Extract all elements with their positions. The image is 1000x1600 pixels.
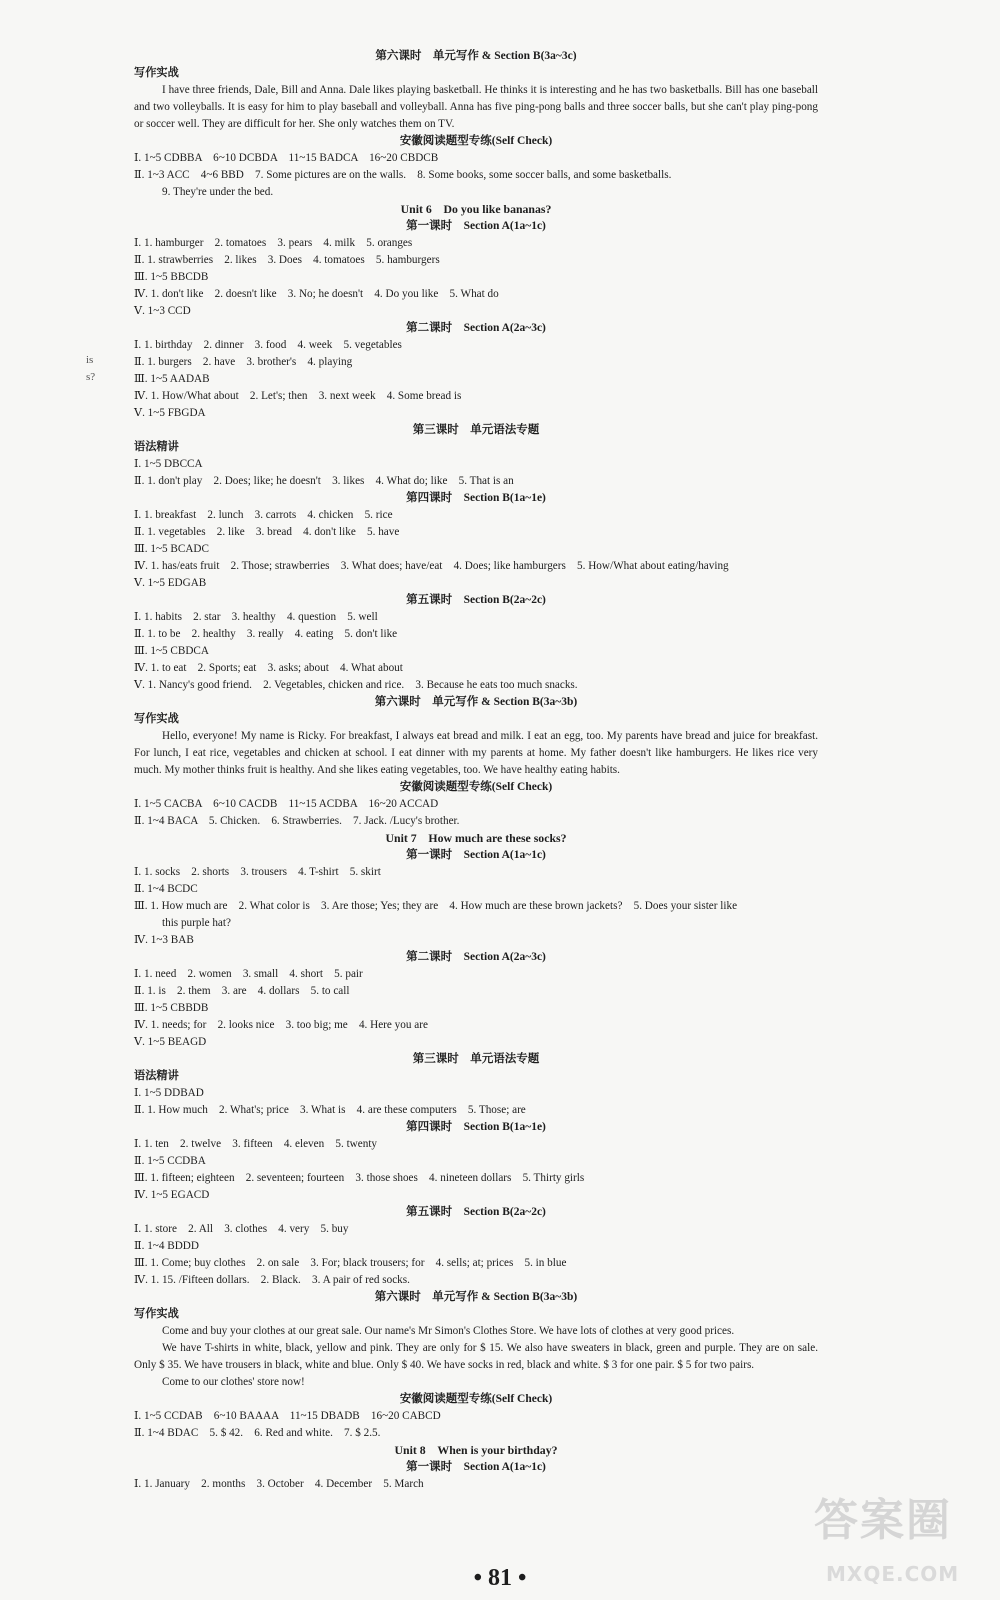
section-heading: 第一课时 Section A(1a~1c) [406,849,546,861]
writing-paragraph: I have three friends, Dale, Bill and Anna. Dale likes playing basketball. He thinks it is interesting and he has two basketballs. Bill has one baseball and two volleyballs. It is easy for him to play baseball and volleyball. Anna has five ping-pong balls and three soccer balls, but she can't play ping-pong or soccer well. They are difficult for her. She only watches them on TV. [134,84,818,130]
answer-line: Ⅰ. 1. hamburger 2. tomatoes 3. pears 4. milk 5. oranges [134,237,413,249]
writing-paragraph: We have T-shirts in white, black, yellow and pink. They are only for $ 15. We also have sweaters in black, green and purple. They are on sale. Only $ 35. We have trousers in black, white and blue. Only $ 40. We have socks in red, black and white. $ 3 for one pair. $ 5 for two pairs. [134,1342,818,1371]
answer-line: Ⅱ. 1. vegetables 2. like 3. bread 4. don't like 5. have [134,526,400,538]
answer-line: Ⅳ. 1. has/eats fruit 2. Those; strawberries 3. What does; have/eat 4. Does; like hamburgers 5. How/What about eating/having [134,560,729,572]
answer-line: Ⅰ. 1. socks 2. shorts 3. trousers 4. T-shirt 5. skirt [134,866,381,878]
answer-continuation: this purple hat? [162,917,231,929]
section-heading: 第五课时 Section B(2a~2c) [406,1206,546,1218]
answer-line: Ⅳ. 1. to eat 2. Sports; eat 3. asks; about 4. What about [134,662,403,674]
answer-line: Ⅰ. 1~5 CACBA 6~10 CACDB 11~15 ACDBA 16~20 ACCAD [134,798,439,810]
answer-line: Ⅲ. 1~5 BBCDB [134,271,209,283]
writing-paragraph: Come and buy your clothes at our great sale. Our name's Mr Simon's Clothes Store. We have lots of clothes at very good prices. [162,1325,735,1337]
subsection-label: 语法精讲 [134,1070,179,1082]
section-heading: 第五课时 Section B(2a~2c) [406,594,546,606]
answer-line: Ⅱ. 1~4 BCDC [134,883,198,895]
answer-line: Ⅱ. 1. How much 2. What's; price 3. What is 4. are these computers 5. Those; are [134,1104,526,1116]
answer-line: Ⅰ. 1~5 CDBBA 6~10 DCBDA 11~15 BADCA 16~20 CBDCB [134,152,439,164]
unit-title: Unit 8 When is your birthday? [394,1443,558,1457]
unit-title: Unit 6 Do you like bananas? [400,202,552,216]
answer-line: Ⅳ. 1. 15. /Fifteen dollars. 2. Black. 3. A pair of red socks. [134,1274,410,1286]
section-heading: 第二课时 Section A(2a~3c) [406,322,546,334]
answer-key-content [134,48,818,1493]
answer-line: Ⅰ. 1~5 CCDAB 6~10 BAAAA 11~15 DBADB 16~20 CABCD [134,1410,441,1422]
section-heading: 第三课时 单元语法专题 [412,1053,540,1065]
section-heading: 第一课时 Section A(1a~1c) [406,220,546,232]
section-heading: 第三课时 单元语法专题 [412,424,540,436]
answer-line: Ⅱ. 1. is 2. them 3. are 4. dollars 5. to call [134,985,350,997]
answer-line: Ⅳ. 1. don't like 2. doesn't like 3. No; he doesn't 4. Do you like 5. What do [134,288,499,300]
section-heading: 安徽阅读题型专练(Self Check) [399,781,553,793]
answer-line: Ⅱ. 1. strawberries 2. likes 3. Does 4. tomatoes 5. hamburgers [134,254,440,266]
answer-line: Ⅱ. 1~3 ACC 4~6 BBD 7. Some pictures are on the walls. 8. Some books, some soccer balls, and some basketballs. [134,169,672,181]
answer-line: Ⅰ. 1. need 2. women 3. small 4. short 5. pair [134,968,363,980]
answer-line: Ⅲ. 1. How much are 2. What color is 3. Are those; Yes; they are 4. How much are these brown jackets? 5. Does your sister like [134,900,738,912]
answer-line: Ⅰ. 1. birthday 2. dinner 3. food 4. week 5. vegetables [134,339,402,351]
answer-line: Ⅰ. 1~5 DBCCA [134,458,203,470]
subsection-label: 写作实战 [134,713,179,725]
answer-line: Ⅳ. 1. needs; for 2. looks nice 3. too big; me 4. Here you are [134,1019,428,1031]
answer-line: Ⅲ. 1~5 CBBDB [134,1002,209,1014]
answer-line: Ⅰ. 1. January 2. months 3. October 4. December 5. March [134,1478,424,1490]
section-heading: 第六课时 单元写作 & Section B(3a~3b) [374,696,578,708]
section-heading: 第六课时 单元写作 & Section B(3a~3b) [374,1291,578,1303]
answer-line: Ⅴ. 1. Nancy's good friend. 2. Vegetables, chicken and rice. 3. Because he eats too much snacks. [134,679,578,691]
answer-line: Ⅱ. 1. to be 2. healthy 3. really 4. eating 5. don't like [134,628,398,640]
answer-line: Ⅳ. 1~3 BAB [134,934,194,946]
answer-line: Ⅲ. 1~5 BCADC [134,543,209,555]
answer-line: Ⅱ. 1~4 BDAC 5. $ 42. 6. Red and white. 7. $ 2.5. [134,1427,381,1439]
answer-line: Ⅴ. 1~3 CCD [134,305,191,317]
section-heading: 第四课时 Section B(1a~1e) [406,1121,546,1133]
answer-line: Ⅱ. 1~5 CCDBA [134,1155,206,1167]
answer-line: Ⅰ. 1. store 2. All 3. clothes 4. very 5. buy [134,1223,349,1235]
answer-line: Ⅴ. 1~5 EDGAB [134,577,207,589]
section-heading: 第一课时 Section A(1a~1c) [406,1461,546,1473]
section-heading: 第四课时 Section B(1a~1e) [406,492,546,504]
watermark-main: 答案圈 [814,1495,952,1546]
watermark-sub: MXQE.COM [826,1562,960,1586]
answer-continuation: 9. They're under the bed. [162,186,274,198]
answer-line: Ⅳ. 1. How/What about 2. Let's; then 3. next week 4. Some bread is [134,390,462,402]
answer-line: Ⅰ. 1. ten 2. twelve 3. fifteen 4. eleven 5. twenty [134,1138,378,1150]
answer-line: Ⅱ. 1~4 BACA 5. Chicken. 6. Strawberries. 7. Jack. /Lucy's brother. [134,815,460,827]
answer-line: Ⅱ. 1~4 BDDD [134,1240,199,1252]
subsection-label: 写作实战 [134,1308,179,1320]
answer-line: Ⅱ. 1. don't play 2. Does; like; he doesn't 3. likes 4. What do; like 5. That is an [134,475,514,487]
answer-line: Ⅰ. 1~5 DDBAD [134,1087,204,1099]
section-heading: 安徽阅读题型专练(Self Check) [399,1393,553,1405]
answer-line: Ⅲ. 1. Come; buy clothes 2. on sale 3. For; black trousers; for 4. sells; at; prices 5. in blue [134,1257,567,1269]
answer-line: Ⅴ. 1~5 BEAGD [134,1036,207,1048]
answer-line: Ⅲ. 1~5 CBDCA [134,645,209,657]
answer-line: Ⅲ. 1~5 AADAB [134,373,210,385]
answer-line: Ⅰ. 1. habits 2. star 3. healthy 4. question 5. well [134,611,378,623]
section-heading: 第六课时 单元写作 & Section B(3a~3c) [375,50,577,62]
section-heading: 第二课时 Section A(2a~3c) [406,951,546,963]
answer-line: Ⅱ. 1. burgers 2. have 3. brother's 4. playing [134,356,353,368]
answer-line: Ⅰ. 1. breakfast 2. lunch 3. carrots 4. chicken 5. rice [134,509,393,521]
unit-title: Unit 7 How much are these socks? [385,831,567,845]
answer-line: Ⅲ. 1. fifteen; eighteen 2. seventeen; fourteen 3. those shoes 4. nineteen dollars 5. Thirty girls [134,1172,585,1184]
answer-line: Ⅴ. 1~5 FBGDA [134,407,206,419]
margin-mark: s? [86,371,96,383]
margin-mark: is [86,354,94,366]
writing-paragraph: Come to our clothes' store now! [162,1376,305,1388]
page-number: • 81 • [473,1565,527,1591]
watermark-logo [808,1495,978,1592]
subsection-label: 语法精讲 [134,441,179,453]
writing-paragraph: Hello, everyone! My name is Ricky. For breakfast, I always eat bread and milk. I eat an egg, too. My parents have bread and juice for breakfast. For lunch, I eat rice, vegetables and chicken at school. I eat dinner with my parents at home. My father doesn't like hamburgers. He likes rice very much. My mother thinks fruit is healthy. And she likes eating vegetables, too. We have healthy eating habits. [134,730,818,776]
section-heading: 安徽阅读题型专练(Self Check) [399,135,553,147]
answer-line: Ⅳ. 1~5 EGACD [134,1189,210,1201]
subsection-label: 写作实战 [134,67,179,79]
